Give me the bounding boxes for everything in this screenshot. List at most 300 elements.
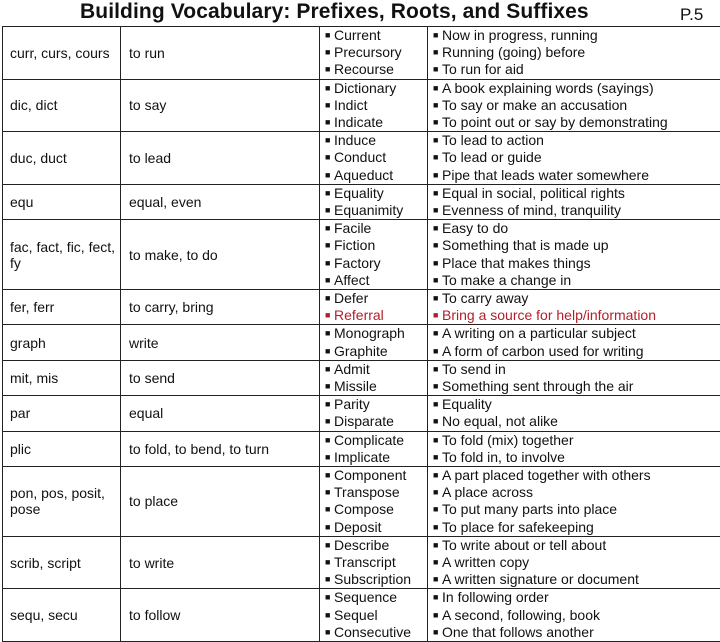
definitions-cell	[428, 360, 720, 395]
example-word-item	[320, 290, 427, 307]
meaning-text: to say	[129, 97, 319, 113]
bullet-icon: ■	[433, 167, 442, 184]
meaning-text: equal, even	[129, 194, 319, 210]
bullet-icon: ■	[433, 396, 442, 413]
root-text: sequ, secu	[10, 607, 120, 623]
definition-item	[428, 325, 720, 342]
meaning-cell	[121, 466, 320, 536]
bullet-icon: ■	[433, 624, 442, 641]
bullet-icon: ■	[325, 325, 334, 342]
example-word-item	[320, 361, 427, 378]
table-row	[3, 79, 720, 132]
bullet-icon: ■	[433, 80, 442, 97]
example-word-item	[320, 343, 427, 360]
example-word-text: Aqueduct	[334, 167, 393, 183]
bullet-icon: ■	[325, 255, 334, 272]
example-word-text: Subscription	[334, 571, 411, 587]
example-words-cell	[320, 184, 428, 219]
example-word-text: Monograph	[334, 325, 405, 341]
bullet-icon: ■	[325, 589, 334, 606]
example-word-text: Defer	[334, 290, 368, 306]
meaning-cell	[121, 132, 320, 185]
example-word-item	[320, 325, 427, 342]
root-cell	[3, 396, 121, 431]
definition-text: A written copy	[442, 554, 529, 570]
definition-text: A place across	[442, 484, 533, 500]
example-word-text: Dictionary	[334, 80, 396, 96]
example-word-text: Conduct	[334, 149, 386, 165]
bullet-icon: ■	[325, 413, 334, 430]
meaning-cell	[121, 79, 320, 132]
page-header	[0, 0, 720, 26]
bullet-icon: ■	[433, 467, 442, 484]
meaning-text: to fold, to bend, to turn	[129, 441, 319, 457]
table-row	[3, 132, 720, 185]
meaning-cell	[121, 289, 320, 324]
bullet-icon: ■	[325, 554, 334, 571]
definitions-cell	[428, 589, 720, 642]
definition-item	[428, 27, 720, 44]
bullet-icon: ■	[325, 361, 334, 378]
bullet-icon: ■	[325, 484, 334, 501]
example-word-text: Graphite	[334, 343, 388, 359]
example-word-text: Current	[334, 27, 381, 43]
example-word-item	[320, 501, 427, 518]
definition-item	[428, 519, 720, 536]
bullet-icon: ■	[325, 80, 334, 97]
example-word-text: Indicate	[334, 114, 383, 130]
root-cell	[3, 536, 121, 589]
example-word-item	[320, 61, 427, 78]
table-row	[3, 396, 720, 431]
definition-item	[428, 237, 720, 254]
definition-item	[428, 624, 720, 641]
example-word-item	[320, 202, 427, 219]
definitions-cell	[428, 325, 720, 360]
definition-item	[428, 343, 720, 360]
bullet-icon: ■	[433, 202, 442, 219]
example-words-cell	[320, 536, 428, 589]
bullet-icon: ■	[325, 220, 334, 237]
meaning-cell	[121, 184, 320, 219]
example-words-cell	[320, 27, 428, 80]
bullet-icon: ■	[325, 467, 334, 484]
example-word-item	[320, 272, 427, 289]
definition-text: In following order	[442, 589, 549, 605]
definitions-cell	[428, 289, 720, 324]
bullet-icon: ■	[433, 149, 442, 166]
definition-text: To say or make an accusation	[442, 97, 627, 113]
definition-text: Equality	[442, 396, 492, 412]
example-words-cell	[320, 360, 428, 395]
meaning-text: to carry, bring	[129, 299, 319, 315]
bullet-icon: ■	[433, 61, 442, 78]
definitions-cell	[428, 220, 720, 290]
table-row	[3, 466, 720, 536]
example-word-text: Missile	[334, 378, 377, 394]
table-row	[3, 27, 720, 80]
example-word-text: Sequel	[334, 607, 378, 623]
definition-text: To send in	[442, 361, 506, 377]
vocabulary-table-body	[3, 27, 720, 642]
example-word-item	[320, 132, 427, 149]
example-word-text: Facile	[334, 220, 371, 236]
bullet-icon: ■	[433, 220, 442, 237]
example-word-text: Referral	[334, 307, 384, 323]
definition-item	[428, 185, 720, 202]
bullet-icon: ■	[433, 607, 442, 624]
definition-text: A writing on a particular subject	[442, 325, 636, 341]
example-word-item	[320, 537, 427, 554]
example-word-text: Deposit	[334, 519, 381, 535]
definitions-cell	[428, 431, 720, 466]
root-cell	[3, 325, 121, 360]
bullet-icon: ■	[325, 537, 334, 554]
definition-item	[428, 589, 720, 606]
example-word-item	[320, 413, 427, 430]
bullet-icon: ■	[433, 378, 442, 395]
example-word-text: Transcript	[334, 554, 396, 570]
meaning-cell	[121, 360, 320, 395]
root-cell	[3, 184, 121, 219]
example-word-text: Implicate	[334, 449, 390, 465]
bullet-icon: ■	[325, 343, 334, 360]
definition-item	[428, 97, 720, 114]
example-word-item	[320, 467, 427, 484]
meaning-text: equal	[129, 405, 319, 421]
example-word-text: Parity	[334, 396, 370, 412]
bullet-icon: ■	[433, 554, 442, 571]
definition-text: To fold in, to involve	[442, 449, 565, 465]
definition-text: Running (going) before	[442, 44, 585, 60]
example-word-text: Factory	[334, 255, 381, 271]
example-word-item	[320, 220, 427, 237]
bullet-icon: ■	[325, 61, 334, 78]
example-word-text: Describe	[334, 537, 389, 553]
bullet-icon: ■	[433, 449, 442, 466]
root-cell	[3, 289, 121, 324]
meaning-text: to run	[129, 45, 319, 61]
definition-item	[428, 202, 720, 219]
definition-text: Place that makes things	[442, 255, 591, 271]
definition-item	[428, 571, 720, 588]
bullet-icon: ■	[325, 519, 334, 536]
root-cell	[3, 466, 121, 536]
root-text: fer, ferr	[10, 299, 120, 315]
bullet-icon: ■	[325, 432, 334, 449]
table-row	[3, 589, 720, 642]
example-word-item	[320, 307, 427, 324]
example-word-item	[320, 554, 427, 571]
meaning-cell	[121, 325, 320, 360]
definition-item	[428, 607, 720, 624]
definition-text: To point out or say by demonstrating	[442, 114, 668, 130]
example-word-item	[320, 378, 427, 395]
example-word-item	[320, 167, 427, 184]
example-words-cell	[320, 431, 428, 466]
root-text: equ	[10, 194, 120, 210]
bullet-icon: ■	[433, 307, 442, 324]
example-word-text: Admit	[334, 361, 370, 377]
bullet-icon: ■	[433, 237, 442, 254]
example-words-cell	[320, 132, 428, 185]
definition-item	[428, 255, 720, 272]
example-word-item	[320, 149, 427, 166]
definition-item	[428, 272, 720, 289]
bullet-icon: ■	[325, 396, 334, 413]
example-word-item	[320, 624, 427, 641]
table-row	[3, 431, 720, 466]
definition-item	[428, 149, 720, 166]
example-word-text: Affect	[334, 272, 370, 288]
root-text: curr, curs, cours	[10, 45, 120, 61]
example-word-item	[320, 432, 427, 449]
bullet-icon: ■	[325, 27, 334, 44]
root-text: fac, fact, fic, fect, fy	[10, 239, 120, 271]
meaning-text: write	[129, 335, 319, 351]
bullet-icon: ■	[433, 361, 442, 378]
definition-text: A form of carbon used for writing	[442, 343, 644, 359]
example-words-cell	[320, 289, 428, 324]
example-words-cell	[320, 79, 428, 132]
root-cell	[3, 27, 121, 80]
meaning-text: to place	[129, 493, 319, 509]
bullet-icon: ■	[433, 272, 442, 289]
table-row	[3, 184, 720, 219]
example-word-item	[320, 27, 427, 44]
definition-item	[428, 290, 720, 307]
bullet-icon: ■	[325, 290, 334, 307]
example-word-item	[320, 44, 427, 61]
definition-text: To lead to action	[442, 132, 544, 148]
definition-text: To fold (mix) together	[442, 432, 574, 448]
bullet-icon: ■	[433, 290, 442, 307]
example-word-text: Recourse	[334, 61, 394, 77]
definition-item	[428, 114, 720, 131]
definition-text: A written signature or document	[442, 571, 639, 587]
definition-item	[428, 61, 720, 78]
example-words-cell	[320, 220, 428, 290]
bullet-icon: ■	[325, 607, 334, 624]
root-cell	[3, 360, 121, 395]
example-word-item	[320, 396, 427, 413]
definition-item	[428, 307, 720, 324]
definition-item	[428, 467, 720, 484]
root-text: par	[10, 405, 120, 421]
definition-text: A part placed together with others	[442, 467, 651, 483]
meaning-text: to make, to do	[129, 247, 319, 263]
root-cell	[3, 79, 121, 132]
example-word-item	[320, 80, 427, 97]
definition-text: To put many parts into place	[442, 501, 617, 517]
example-words-cell	[320, 396, 428, 431]
example-word-text: Transpose	[334, 484, 400, 500]
meaning-cell	[121, 536, 320, 589]
example-word-text: Equanimity	[334, 202, 403, 218]
bullet-icon: ■	[325, 307, 334, 324]
table-row	[3, 325, 720, 360]
page-number: P.5	[680, 5, 703, 25]
bullet-icon: ■	[433, 484, 442, 501]
example-word-text: Component	[334, 467, 406, 483]
definition-item	[428, 449, 720, 466]
definitions-cell	[428, 184, 720, 219]
bullet-icon: ■	[433, 325, 442, 342]
meaning-text: to write	[129, 555, 319, 571]
example-words-cell	[320, 466, 428, 536]
bullet-icon: ■	[433, 589, 442, 606]
meaning-cell	[121, 431, 320, 466]
example-word-text: Induce	[334, 132, 376, 148]
bullet-icon: ■	[325, 501, 334, 518]
bullet-icon: ■	[433, 97, 442, 114]
table-row	[3, 289, 720, 324]
definition-item	[428, 132, 720, 149]
example-word-item	[320, 97, 427, 114]
root-cell	[3, 132, 121, 185]
bullet-icon: ■	[433, 185, 442, 202]
bullet-icon: ■	[433, 132, 442, 149]
bullet-icon: ■	[325, 149, 334, 166]
definition-text: To run for aid	[442, 61, 524, 77]
definition-text: To lead or guide	[442, 149, 542, 165]
definition-text: To carry away	[442, 290, 528, 306]
meaning-text: to follow	[129, 607, 319, 623]
table-row	[3, 360, 720, 395]
root-cell	[3, 431, 121, 466]
example-word-text: Precursory	[334, 44, 402, 60]
definition-text: Pipe that leads water somewhere	[442, 167, 649, 183]
example-word-item	[320, 237, 427, 254]
definitions-cell	[428, 536, 720, 589]
bullet-icon: ■	[433, 44, 442, 61]
definition-item	[428, 396, 720, 413]
meaning-cell	[121, 589, 320, 642]
definition-item	[428, 378, 720, 395]
definitions-cell	[428, 27, 720, 80]
example-word-text: Fiction	[334, 237, 375, 253]
definition-text: To write about or tell about	[442, 537, 606, 553]
definitions-cell	[428, 132, 720, 185]
example-words-cell	[320, 325, 428, 360]
meaning-cell	[121, 396, 320, 431]
definition-text: To make a change in	[442, 272, 571, 288]
bullet-icon: ■	[325, 114, 334, 131]
bullet-icon: ■	[433, 501, 442, 518]
table-row	[3, 536, 720, 589]
bullet-icon: ■	[325, 97, 334, 114]
definition-item	[428, 432, 720, 449]
definition-text: Now in progress, running	[442, 27, 598, 43]
definition-text: No equal, not alike	[442, 413, 558, 429]
root-text: plic	[10, 441, 120, 457]
bullet-icon: ■	[325, 624, 334, 641]
definition-item	[428, 361, 720, 378]
definitions-cell	[428, 466, 720, 536]
example-word-text: Consecutive	[334, 624, 411, 640]
definition-item	[428, 554, 720, 571]
meaning-text: to send	[129, 370, 319, 386]
definitions-cell	[428, 79, 720, 132]
definition-item	[428, 501, 720, 518]
definition-item	[428, 484, 720, 501]
example-word-text: Equality	[334, 185, 384, 201]
definition-text: Bring a source for help/information	[442, 307, 656, 323]
definition-text: One that follows another	[442, 624, 594, 640]
example-words-cell	[320, 589, 428, 642]
example-word-text: Indict	[334, 97, 367, 113]
example-word-item	[320, 185, 427, 202]
page-title: Building Vocabulary: Prefixes, Roots, and Suffixes	[80, 0, 589, 24]
definition-text: Equal in social, political rights	[442, 185, 625, 201]
root-text: mit, mis	[10, 370, 120, 386]
example-word-text: Complicate	[334, 432, 404, 448]
bullet-icon: ■	[325, 185, 334, 202]
root-text: pon, pos, posit, pose	[10, 485, 120, 517]
example-word-text: Disparate	[334, 413, 394, 429]
bullet-icon: ■	[325, 44, 334, 61]
example-word-item	[320, 589, 427, 606]
example-word-text: Sequence	[334, 589, 397, 605]
bullet-icon: ■	[325, 237, 334, 254]
bullet-icon: ■	[325, 167, 334, 184]
bullet-icon: ■	[433, 27, 442, 44]
definition-item	[428, 167, 720, 184]
definition-text: Something that is made up	[442, 237, 609, 253]
definition-text: Evenness of mind, tranquility	[442, 202, 621, 218]
definition-item	[428, 413, 720, 430]
root-text: dic, dict	[10, 97, 120, 113]
example-word-item	[320, 449, 427, 466]
bullet-icon: ■	[325, 449, 334, 466]
example-word-item	[320, 255, 427, 272]
root-text: graph	[10, 335, 120, 351]
root-cell	[3, 220, 121, 290]
meaning-text: to lead	[129, 150, 319, 166]
definition-item	[428, 80, 720, 97]
example-word-item	[320, 519, 427, 536]
bullet-icon: ■	[433, 343, 442, 360]
bullet-icon: ■	[325, 571, 334, 588]
bullet-icon: ■	[433, 413, 442, 430]
bullet-icon: ■	[433, 519, 442, 536]
definition-item	[428, 220, 720, 237]
bullet-icon: ■	[433, 571, 442, 588]
bullet-icon: ■	[325, 202, 334, 219]
definition-item	[428, 537, 720, 554]
bullet-icon: ■	[433, 114, 442, 131]
bullet-icon: ■	[325, 378, 334, 395]
example-word-item	[320, 607, 427, 624]
definition-text: A book explaining words (sayings)	[442, 80, 654, 96]
bullet-icon: ■	[325, 132, 334, 149]
definition-text: Something sent through the air	[442, 378, 633, 394]
bullet-icon: ■	[325, 272, 334, 289]
root-cell	[3, 589, 121, 642]
definition-text: Easy to do	[442, 220, 508, 236]
root-text: duc, duct	[10, 150, 120, 166]
example-word-text: Compose	[334, 501, 394, 517]
bullet-icon: ■	[433, 255, 442, 272]
bullet-icon: ■	[433, 537, 442, 554]
definition-item	[428, 44, 720, 61]
table-row	[3, 220, 720, 290]
example-word-item	[320, 114, 427, 131]
definition-text: To place for safekeeping	[442, 519, 594, 535]
definitions-cell	[428, 396, 720, 431]
example-word-item	[320, 571, 427, 588]
example-word-item	[320, 484, 427, 501]
